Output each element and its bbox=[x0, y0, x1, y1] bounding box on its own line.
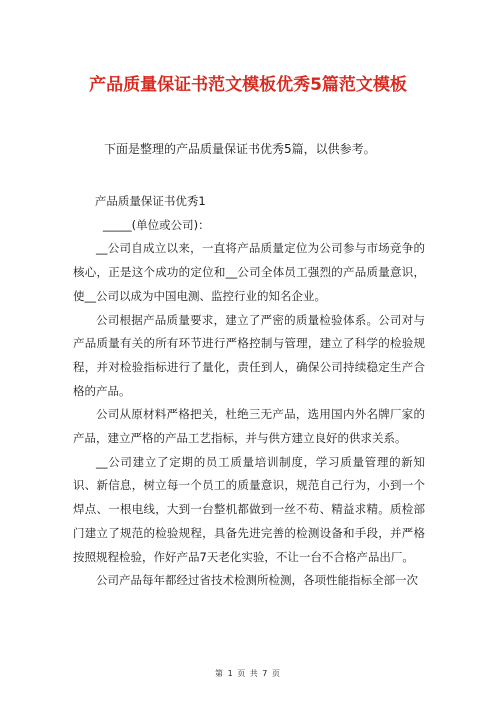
document-title: 产品质量保证书范文模板优秀5篇范文模板 bbox=[89, 75, 407, 95]
body-paragraph-4: __公司建立了定期的员工质量培训制度，学习质量管理的新知识、新信息，树立每一个员工的质量意识，规范自己行为，小到一个焊点、一根电线，大到一台整机都做到一丝不苟、精益求精。质检部门建立了规范的检验规程，具备先进完善的检测设备和手段，并严格按照规程检验，作好产品7天老化实验，不让一台不合格产品出厂。 bbox=[73, 454, 425, 564]
section-heading: 产品质量保证书优秀1 bbox=[94, 194, 206, 208]
body-paragraph-3: 公司从原材料严格把关，杜绝三无产品，选用国内外名牌厂家的产品，建立严格的产品工艺指标，并与供方建立良好的供求关系。 bbox=[73, 407, 425, 446]
salutation-line: _____(单位或公司)： bbox=[102, 217, 210, 232]
page-indicator: 第 1 页 共 7 页 bbox=[215, 669, 281, 678]
body-paragraph-5: 公司产品每年都经过省技术检测所检测，各项性能指标全部一次 bbox=[96, 573, 418, 588]
body-paragraph-2: 公司根据产品质量要求，建立了严密的质量检验体系。公司对与产品质量有关的所有环节进行严格控制与管理，建立了科学的检验规程，并对检验指标进行了量化，责任到人，确保公司持续稳定生产合格的产品。 bbox=[73, 312, 425, 398]
document-body bbox=[73, 190, 425, 593]
body-paragraph-1: __公司自成立以来，一直将产品质量定位为公司参与市场竞争的核心，正是这个成功的定位和__公司全体员工强烈的产品质量意识，使__公司以成为中国电测、监控行业的知名企业。 bbox=[73, 241, 425, 303]
intro-text: 下面是整理的产品质量保证书优秀5篇，以供参考。 bbox=[104, 142, 376, 156]
